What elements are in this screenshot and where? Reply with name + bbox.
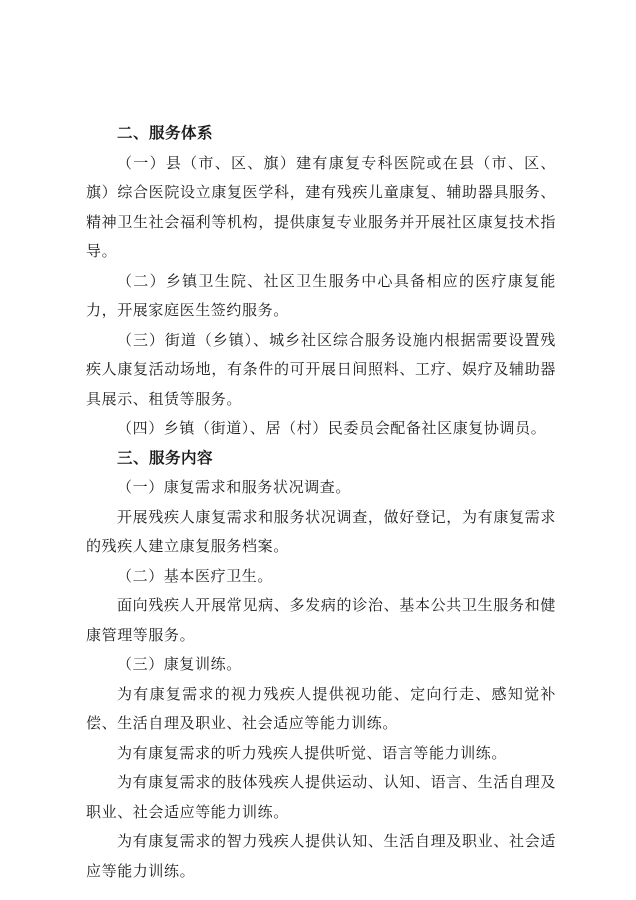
section-heading-service-content: 三、服务内容 xyxy=(117,448,214,467)
section-heading-service-system: 二、服务体系 xyxy=(117,124,214,142)
paragraph: 为有康复需求的智力残疾人提供认知、生活自理及职业、社会适应等能力训练。 xyxy=(86,832,556,880)
paragraph: 面向残疾人开展常见病、多发病的诊治、基本公共卫生服务和健康管理等服务。 xyxy=(86,596,556,644)
document-body xyxy=(86,119,556,886)
subheading: （三）康复训练。 xyxy=(117,655,242,673)
subheading: （二）基本医疗卫生。 xyxy=(117,566,274,585)
paragraph: 为有康复需求的视力残疾人提供视功能、定向行走、感知觉补偿、生活自理及职业、社会适应等能力训练。 xyxy=(86,684,556,732)
paragraph: （二）乡镇卫生院、社区卫生服务中心具备相应的医疗康复能力，开展家庭医生签约服务。 xyxy=(86,271,556,319)
paragraph: 为有康复需求的听力残疾人提供听觉、语言等能力训练。 xyxy=(117,743,508,762)
paragraph: 为有康复需求的肢体残疾人提供运动、认知、语言、生活自理及职业、社会适应等能力训练。 xyxy=(86,773,556,821)
paragraph: （一）县（市、区、旗）建有康复专科医院或在县（市、区、旗）综合医院设立康复医学科，建有残疾儿童康复、辅助器具服务、精神卫生社会福利等机构，提供康复专业服务并开展社区康复技术指导。 xyxy=(86,153,556,260)
paragraph: （三）街道（乡镇）、城乡社区综合服务设施内根据需要设置残疾人康复活动场地，有条件的可开展日间照料、工疗、娱疗及辅助器具展示、租赁等服务。 xyxy=(86,330,556,408)
subheading: （一）康复需求和服务状况调查。 xyxy=(117,478,352,496)
paragraph: 开展残疾人康复需求和服务状况调查，做好登记，为有康复需求的残疾人建立康复服务档案。 xyxy=(86,507,556,555)
paragraph: （四）乡镇（街道）、居（村）民委员会配备社区康复协调员。 xyxy=(117,419,547,437)
